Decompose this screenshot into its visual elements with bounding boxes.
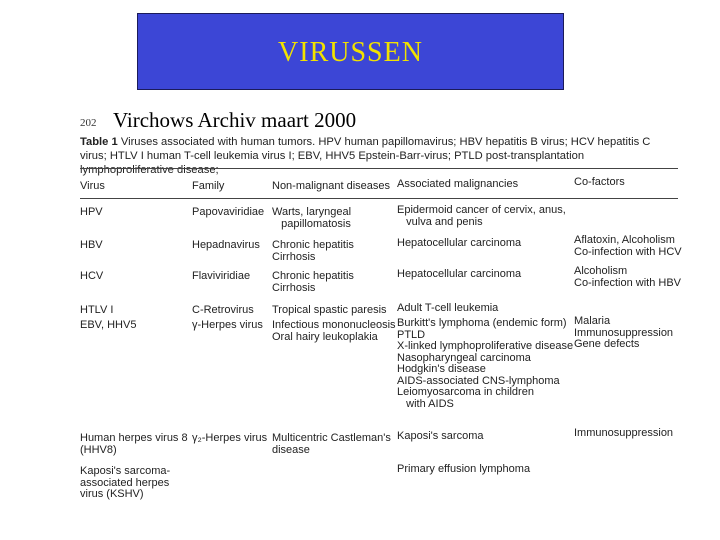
header-non-malignant: Non-malignant diseases [272, 180, 391, 192]
table-cell-malignancies: Epidermoid cancer of cervix, anus, vulva and penis [397, 204, 566, 228]
header-family: Family [192, 180, 225, 192]
header-cofactors: Co-factors [574, 176, 625, 188]
table-cell-family: γ₂-Herpes virus [192, 432, 268, 444]
caption-text: Viruses associated with human tumors. HPV human papillomavirus; HBV hepatitis B virus; HCV hepatitis C virus; HTLV I human T-cell leukemia virus I; EBV, HHV5 Epstein-Barr-virus; PTLD post-transplantation lymphoproliferative disease; [80, 136, 651, 176]
table-cell-malignancies: Hepatocellular carcinoma [397, 237, 522, 249]
table-cell-non-malignant: Chronic hepatitis Cirrhosis [272, 270, 354, 294]
table-cell-malignancies: Hepatocellular carcinoma [397, 268, 522, 280]
table-cell-virus: EBV, HHV5 [80, 319, 137, 331]
table-caption [80, 135, 680, 177]
slide-title: VIRUSSEN [278, 36, 423, 68]
caption-label: Table 1 [80, 136, 118, 148]
table-cell-malignancies: Kaposi's sarcoma [397, 430, 484, 442]
header-rule [80, 198, 678, 199]
table-cell-family: Papovaviridiae [192, 206, 265, 218]
table-cell-non-malignant: Warts, laryngeal papillomatosis [272, 206, 352, 230]
table-cell-cofactors: Immunosuppression [574, 427, 674, 439]
table-cell-virus: HTLV I [80, 304, 114, 316]
table-cell-family: C-Retrovirus [192, 304, 254, 316]
table-cell-non-malignant: Chronic hepatitis Cirrhosis [272, 239, 354, 263]
title-banner [137, 13, 564, 90]
table-cell-cofactors: Malaria Immunosuppression Gene defects [574, 315, 674, 350]
table-cell-virus: Kaposi's sarcoma- associated herpes virus (KSHV) [80, 465, 171, 500]
table-cell-cofactors: Alcoholism Co-infection with HBV [574, 265, 681, 289]
table-cell-family: γ-Herpes virus [192, 319, 263, 331]
table-top-rule [80, 168, 678, 169]
table-cell-malignancies: Adult T-cell leukemia [397, 302, 499, 314]
table-cell-family: Hepadnavirus [192, 239, 260, 251]
header-malignancies: Associated malignancies [397, 178, 519, 190]
table-cell-virus: HPV [80, 206, 103, 218]
table-cell-non-malignant: Tropical spastic paresis [272, 304, 387, 316]
table-cell-non-malignant: Multicentric Castleman's disease [272, 432, 391, 456]
table-cell-cofactors: Aflatoxin, Alcoholism Co-infection with HCV [574, 234, 682, 258]
table-cell-non-malignant: Infectious mononucleosis Oral hairy leukoplakia [272, 319, 396, 343]
table-cell-virus: HCV [80, 270, 104, 282]
page-number: 202 [80, 117, 97, 129]
table-cell-virus: HBV [80, 239, 103, 251]
header-virus: Virus [80, 180, 105, 192]
table-cell-family: Flaviviridiae [192, 270, 251, 282]
table-cell-malignancies: Primary effusion lymphoma [397, 463, 531, 475]
table-cell-virus: Human herpes virus 8 (HHV8) [80, 432, 188, 456]
slide-subtitle: Virchows Archiv maart 2000 [113, 108, 357, 132]
table-cell-malignancies: Burkitt's lymphoma (endemic form) PTLD X-linked lymphoproliferative disease Nasopharyngeal carcinoma Hodgkin's disease AIDS-associated CNS-lymphoma Leiomyosarcoma in children with AIDS [397, 317, 574, 410]
